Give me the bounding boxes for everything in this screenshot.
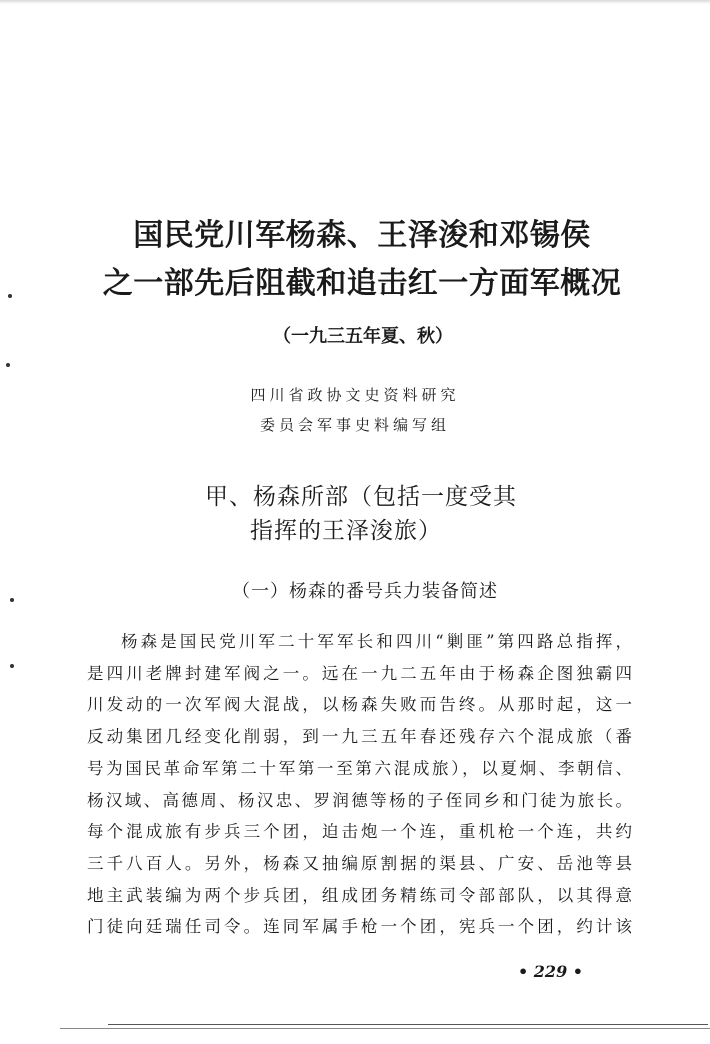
body-line: 三千八百人。另外，杨森又抽编原割据的渠县、广安、岳池等县 xyxy=(87,853,632,873)
title-line-2: 之一部先后阻截和追击红一方面军概况 xyxy=(102,266,622,301)
footer-rule xyxy=(108,1024,708,1025)
body-line: 号为国民革命军第二十军第一至第六混成旅），以夏炯、李朝信、 xyxy=(87,758,632,778)
body-line: 杨汉域、高德周、杨汉忠、罗润德等杨的子侄同乡和门徒为旅长。 xyxy=(87,790,632,810)
document-title xyxy=(0,212,710,308)
body-paragraph xyxy=(87,626,632,943)
body-line: 反动集团几经变化削弱，到一九三五年春还残存六个混成旅（番 xyxy=(87,727,632,747)
scan-speck xyxy=(8,294,12,298)
body-line: 是四川老牌封建军阀之一。远在一九二五年由于杨森企图独霸四 xyxy=(87,663,632,683)
scan-speck xyxy=(10,598,14,602)
title-line-1: 国民党川军杨森、王泽浚和邓锡侯 xyxy=(133,218,591,253)
scan-speck xyxy=(6,363,10,367)
section-heading-line-2: 指挥的王泽浚旅） xyxy=(250,518,442,544)
body-line: 地主武装编为两个步兵团，组成团务精练司令部部队，以其得意 xyxy=(87,885,632,905)
page-top-edge xyxy=(0,0,710,4)
body-line: 杨森是国民党川军二十军军长和四川“剿匪”第四路总指挥， xyxy=(121,632,632,651)
author-line-1: 四川省政协文史资料研究 xyxy=(250,386,460,404)
date-subtitle: （一九三五年夏、秋） xyxy=(273,326,453,347)
body-line: 川发动的一次军阀大混战，以杨森失败而告终。从那时起，这一 xyxy=(87,695,632,715)
footer-rule-lower xyxy=(60,1028,710,1029)
section-heading-line-1: 甲、杨森所部（包括一度受其 xyxy=(205,484,517,510)
subsection-heading: （一）杨森的番号兵力装备简述 xyxy=(232,581,498,602)
body-line: 每个混成旅有步兵三个团，迫击炮一个连，重机枪一个连，共约 xyxy=(87,822,632,842)
author-line-2: 委员会军事史料编写组 xyxy=(259,416,450,434)
body-line: 门徒向廷瑞任司令。连同军属手枪一个团，宪兵一个团，约计该 xyxy=(87,917,632,937)
page-number: • 229 • xyxy=(518,962,583,981)
scan-speck xyxy=(10,664,14,668)
